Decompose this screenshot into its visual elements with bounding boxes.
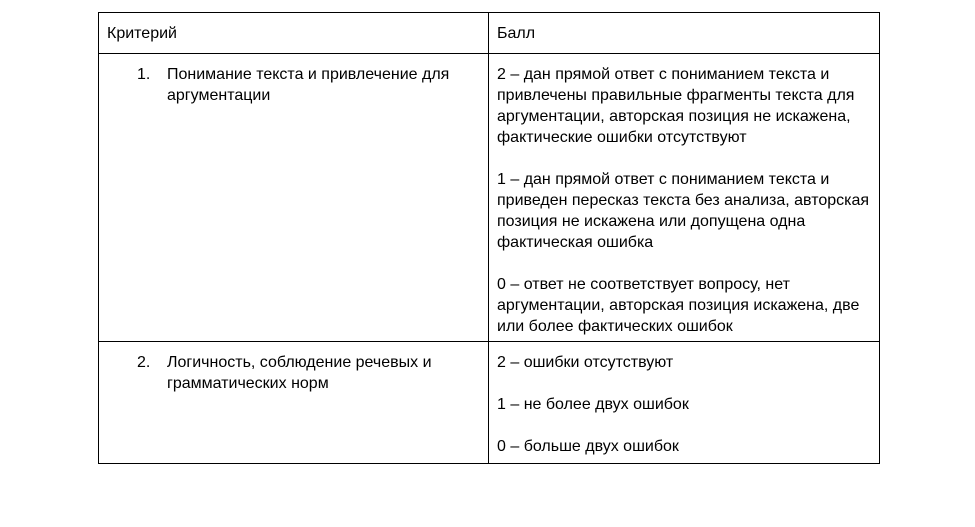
criterion-number: 1. bbox=[137, 66, 151, 83]
score-option: 0 – ответ не соответствует вопросу, нет аргументации, авторская позиция искажена, две или более фактических ошибок bbox=[497, 276, 860, 335]
header-criterion: Критерий bbox=[99, 13, 489, 54]
criterion-cell bbox=[99, 342, 489, 464]
criterion-text: Логичность, соблюдение речевых и грамматических норм bbox=[167, 354, 432, 392]
numbered-criterion bbox=[107, 352, 480, 394]
criteria-table bbox=[98, 12, 880, 464]
score-option: 0 – больше двух ошибок bbox=[497, 438, 679, 455]
table-row bbox=[99, 342, 880, 464]
criterion-cell bbox=[99, 54, 489, 342]
score-option: 1 – не более двух ошибок bbox=[497, 396, 689, 413]
criterion-number: 2. bbox=[137, 354, 151, 371]
header-score: Балл bbox=[489, 13, 880, 54]
table-header-row bbox=[99, 13, 880, 54]
score-cell bbox=[489, 342, 880, 464]
score-option: 1 – дан прямой ответ с пониманием текста и приведен пересказ текста без анализа, авторская позиция не искажена или допущена одна фактическая ошибка bbox=[497, 171, 870, 251]
table-row bbox=[99, 54, 880, 342]
criterion-text: Понимание текста и привлечение для аргументации bbox=[167, 66, 450, 104]
score-cell bbox=[489, 54, 880, 342]
score-option: 2 – дан прямой ответ с пониманием текста и привлечены правильные фрагменты текста для аргументации, авторская позиция не искажена, фактические ошибки отсутствуют bbox=[497, 66, 855, 146]
score-option: 2 – ошибки отсутствуют bbox=[497, 354, 674, 371]
numbered-criterion bbox=[107, 64, 480, 106]
